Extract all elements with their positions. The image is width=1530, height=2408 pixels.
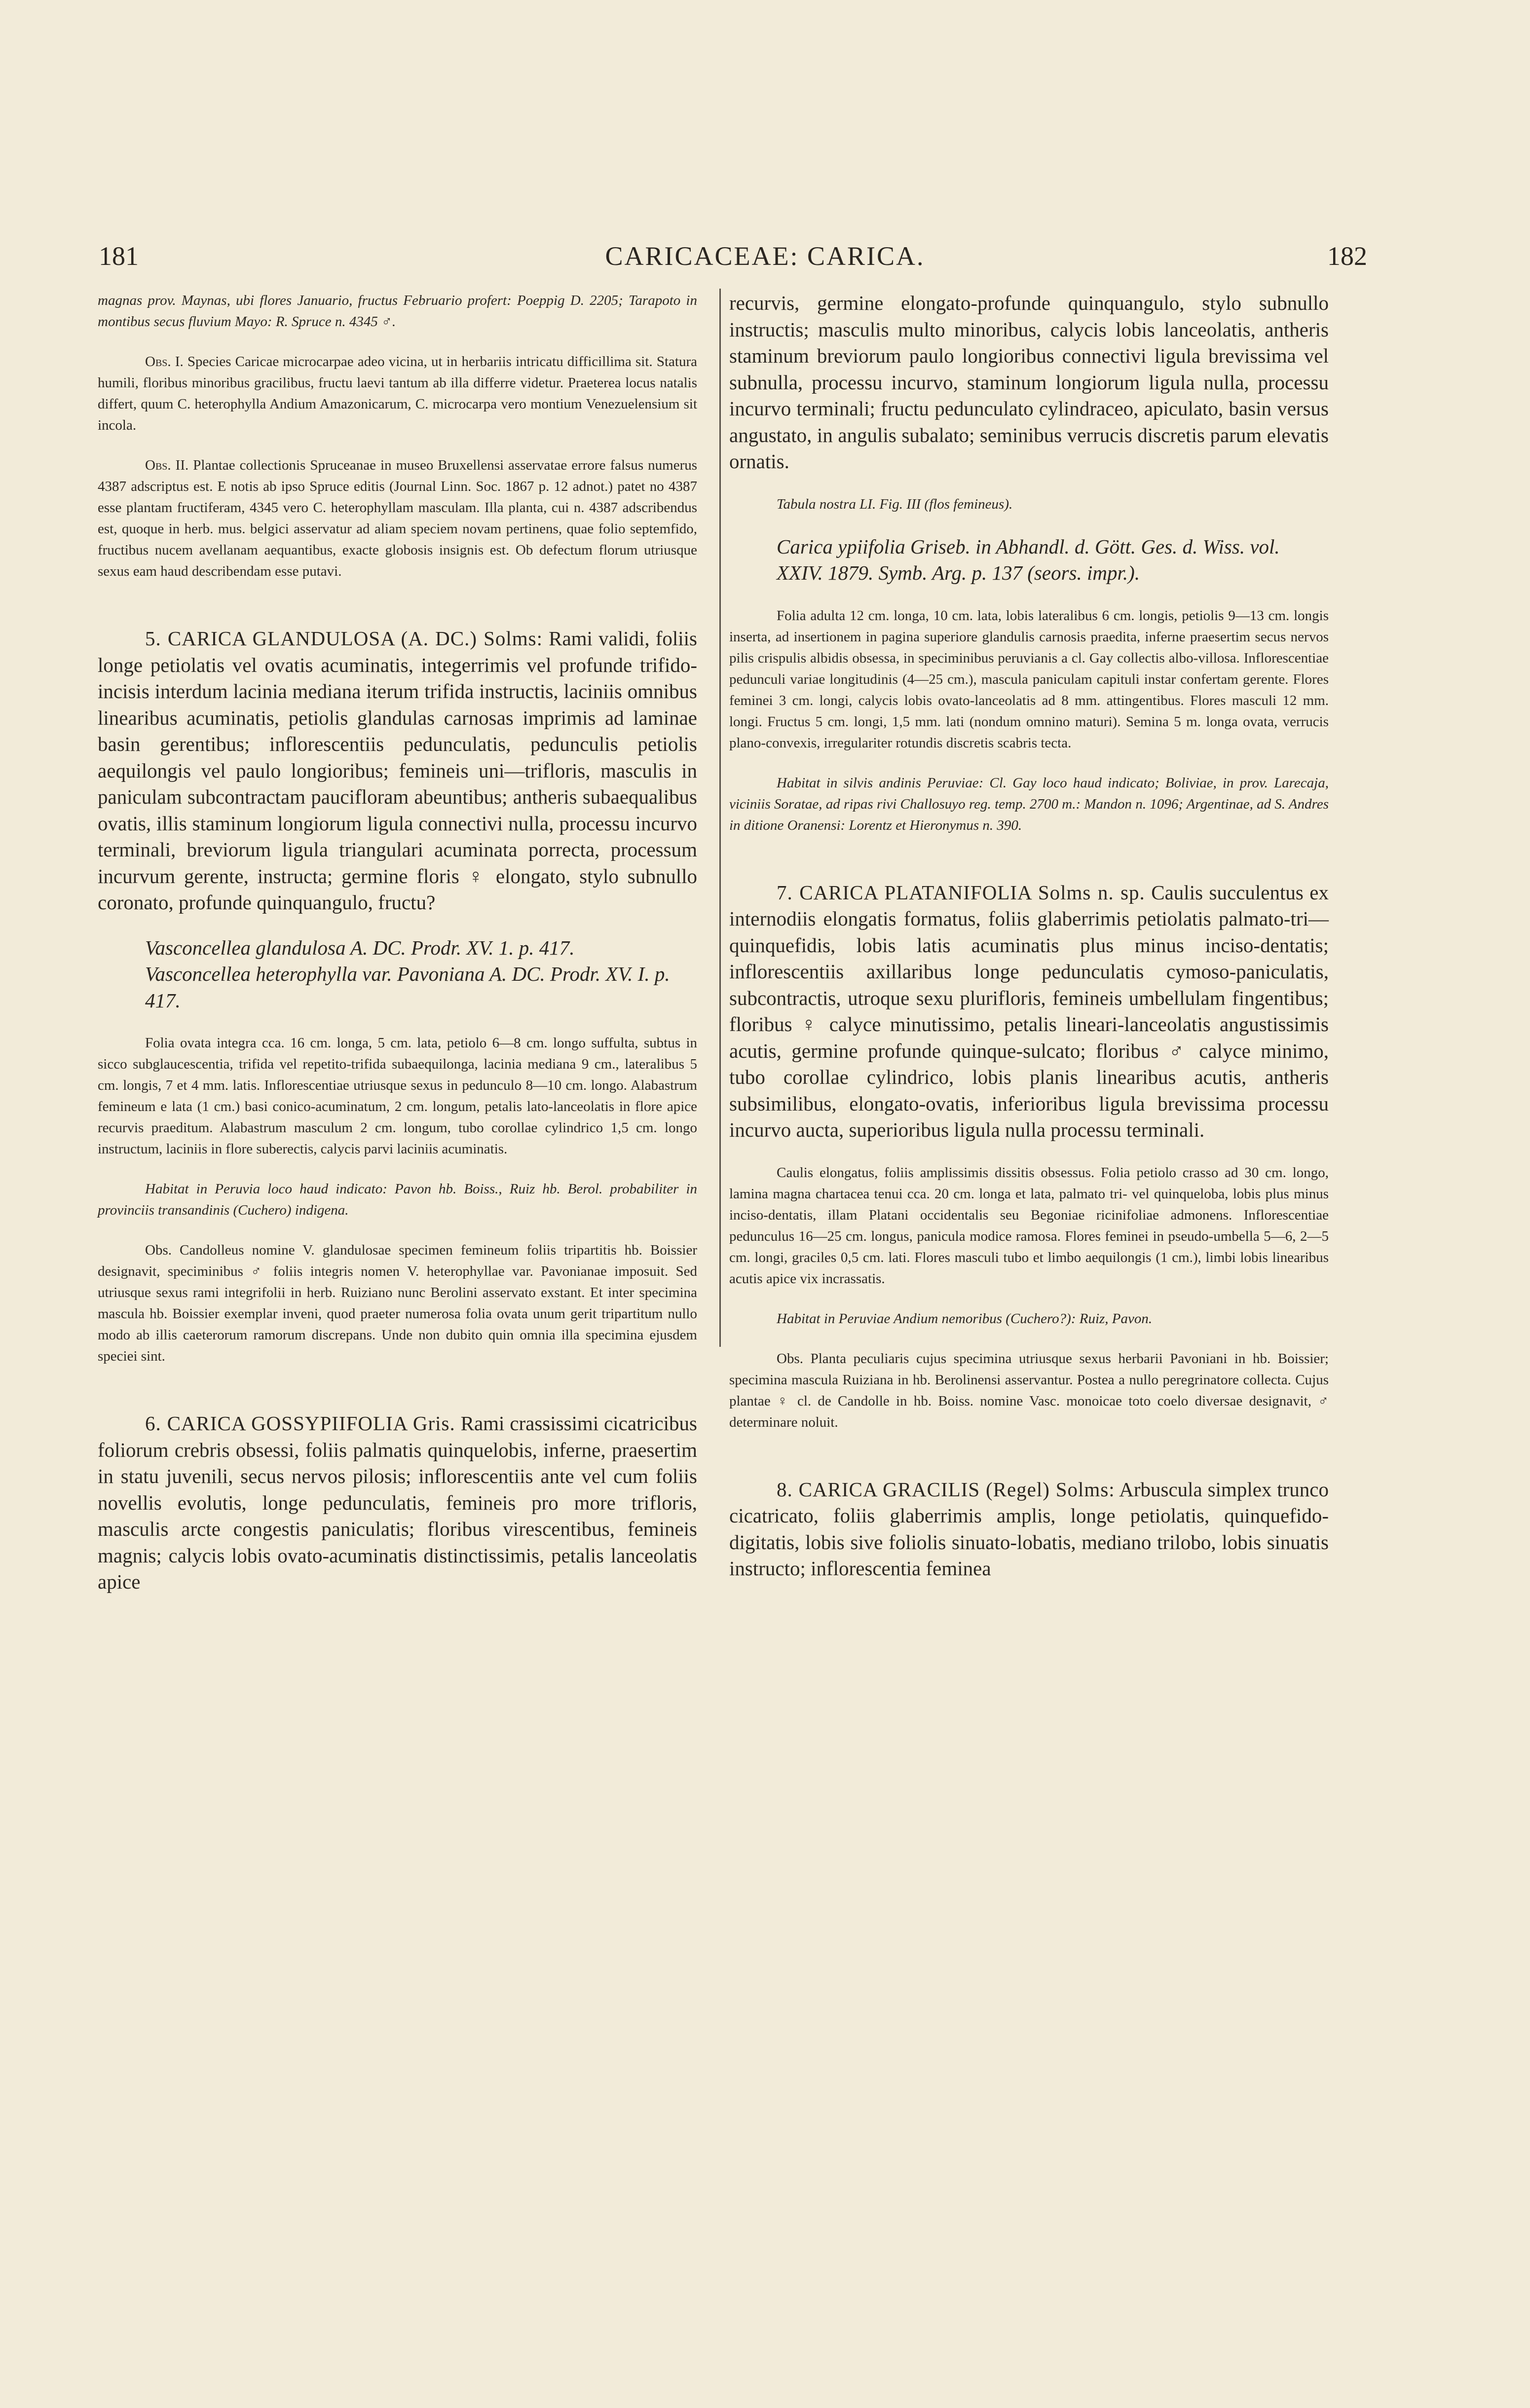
species-6-diagnosis bbox=[98, 1410, 697, 1595]
column-divider bbox=[719, 289, 721, 1347]
species-6-habitat: Habitat in silvis andinis Peruviae: Cl. Gay loco haud indicato; Boliviae, in prov. Larecaja, viciniis Soratae, ad ripas rivi Challosuyo reg. temp. 2700 m.: Mandon n. 1096; Argentinae, ad S. Andres in ditione Oranensi: Lorentz et Hieronymus n. 390. bbox=[729, 775, 1329, 833]
synonym: Carica ypiifolia Griseb. in Abhandl. d. Gött. Ges. d. Wiss. vol. XXIV. 1879. Symb. Arg. p. 137 (seors. impr.). bbox=[777, 535, 1280, 584]
species-5-observation: Obs. Candolleus nomine V. glandulosae specimen femineum foliis tripartitis hb. Boissier designavit, speciminibus ♂ foliis integris nomen V. heterophyllae var. Pavonianae imposuit. Sed utriusque sexus rami integrifolii in herb. Ruiziano nunc Berolini asservato exstant. Et inter specimina mascula hb. Boissier exemplar inveni, quod praeter numerosa folia ovata unum gerit tripartitum nullo modo ab illis caeterorum ramorum discrepans. Unde non dubito quin omnia illa specimina ejusdem speciei sint. bbox=[98, 1242, 697, 1364]
obs-text: Species Caricae microcarpae adeo vicina, ut in herbariis intricatu difficillima sit. Statura humili, floribus minoribus gracilibus, fructu laevi tantum ab illa differre videtur. Praeterea locus natalis differt, quum C. heterophylla Andium Amazonicarum, C. microcarpa vero montium Venezuelensium sit incola. bbox=[98, 354, 697, 433]
obs-text: Plantae collectionis Spruceanae in museo Bruxellensi asservatae errore falsus numerus 4387 adscriptus est. E notis ab ipso Spruce editis (Journal Linn. Soc. 1867 p. 12 adnot.) patet no 4387 esse plantam fructiferam, 4345 vero C. heterophyllam masculam. Illa planta, cui n. 4387 adscribendus est, quoque in herb. mus. belgici asservatur ad aliam speciem novam pertinens, quae folio septemfido, fructibus nucem avellanam aequantibus, exacte globosis insignis est. Ob defectum florum utriusque sexus eam haud describendam esse putavi. bbox=[98, 457, 698, 579]
obs-label: Obs. I. bbox=[145, 354, 184, 370]
paragraph-continuation: magnas prov. Maynas, ubi flores Januario, fructus Februario profert: Poeppig D. 2205; Tarapoto in montibus secus fluvium Mayo: R. Spruce n. 4345 ♂. bbox=[98, 293, 697, 330]
species-5-description: Folia ovata integra cca. 16 cm. longa, 5 cm. lata, petiolo 6—8 cm. longo suffulta, subtus in sicco subglaucescentia, trifida vel repetito-trifida subaequilonga, lacinia mediana 9 cm., lateralibus 5 cm. longis, 7 et 4 mm. latis. Inflorescentiae utriusque sexus in pedunculo 8—10 cm. longo. Alabastrum femineum e lata (1 cm.) basi conico-acuminatum, 2 cm. longum, petalis lato-lanceolatis in flore apice recurvis praeditum. Alabastrum masculum 2 cm. longum, tubo corollae cylindrico 1,5 cm. longo instructum, laciniis in flore suberectis, calycis parvi laciniis acuminatis. bbox=[98, 1035, 697, 1157]
species-5-heading: 5. CARICA GLANDULOSA (A. DC.) Solms: bbox=[145, 627, 543, 650]
species-7-heading: 7. CARICA PLATANIFOLIA Solms n. sp. bbox=[777, 881, 1145, 904]
species-6-text: Rami crassissimi cicatricibus foliorum crebris obsessi, foliis palmatis quinquelobis, inferne, praesertim in statu juvenili, secus nervos pilosis; inflorescentiis ante vel cum foliis novellis evolutis, longe pedunculatis, femineis pro more trifloris, masculis arcte congestis paniculatis; floribus virescentibus, femineis magnis; calycis lobis ovato-acuminatis distinctissimis, petalis lanceolatis apice bbox=[98, 1412, 698, 1593]
observation-1 bbox=[98, 351, 697, 436]
species-5-habitat: Habitat in Peruvia loco haud indicato: Pavon hb. Boiss., Ruiz hb. Berol. probabiliter in provinciis transandinis (Cuchero) indigena. bbox=[98, 1181, 697, 1218]
running-header bbox=[0, 241, 1530, 275]
species-8-heading: 8. CARICA GRACILIS (Regel) Solms: bbox=[777, 1478, 1115, 1501]
page-number-left: 181 bbox=[99, 241, 139, 271]
obs-label: Obs. II. bbox=[145, 457, 189, 473]
species-6-description: Folia adulta 12 cm. longa, 10 cm. lata, lobis lateralibus 6 cm. longis, petiolis 9—13 cm. longis inserta, ad insertionem in pagina superiore glandulis carnosis praedita, inferne praesertim secus nervos pilis crispulis albidis obsessa, in speciminibus peruvianis a cl. Gay collectis albo-villosa. Inflorescentiae pedunculi variae longitudinis (4—25 cm.), mascula paniculam capituli instar confertam gerente. Flores feminei 3 cm. longi, calycis lobis ovato-lanceolatis ad 8 mm. attingentibus. Flores masculi 12 mm. longi. Fructus 5 cm. longi, 1,5 mm. lati (nondum omnino maturi). Semina 5 m. longa ovata, verrucis plano-convexis, irregulariter rotundis discretis scabris tecta. bbox=[729, 607, 1329, 751]
species-8-text: Arbuscula simplex trunco cicatricato, foliis glaberrimis amplis, longe petiolatis, quinquefido-digitatis, lobis sive foliolis sinuato-lobatis, mediano trilobo, lobis sinuatis instructo; inflorescentia feminea bbox=[729, 1478, 1329, 1580]
species-5-text: Rami validi, foliis longe petiolatis vel ovatis acuminatis, integerrimis vel profunde trifido-incisis interdum lacinia mediana iterum trifida instructis, laciniis omnibus linearibus acuminatis, petiolis glandulas carnosas imprimis ad laminae basin gerentibus; inflorescentiis pedunculatis, pedunculis petiolis aequilongis vel paulo longioribus; femineis uni—trifloris, masculis in paniculam subcontractam paucifloram abeuntibus; antheris subaequalibus ovatis, illis staminum longiorum ligula connectivi nulla, processu incurvo terminali, breviorum ligula triangulari acuminata porrecta, processum incurvum gerente, instructa; germine floris ♀ elongato, stylo subnullo coronato, profunde quinquangulo, fructu? bbox=[98, 627, 698, 914]
species-7-description: Caulis elongatus, foliis amplissimis dissitis obsessus. Folia petiolo crasso ad 30 cm. longo, lamina magna chartacea tenui cca. 20 cm. longa et lata, palmato tri- vel quinqueloba, lobis plus minus inciso-dentatis, illam Platani occidentalis seu Begoniae ricinifoliae admonens. Inflorescentiae pedunculus 16—25 cm. longus, panicula modice ramosa. Flores feminei in pseudo-umbella 5—6, 2—5 cm. longi, graciles 0,5 cm. lati. Flores masculi tubo et limbo aequilongis (1 cm.), limbi lobis linearibus acutis apice vix incrassatis. bbox=[729, 1164, 1329, 1287]
species-7-observation: Obs. Planta peculiaris cujus specimina utriusque sexus herbarii Pavoniani in hb. Boissier; specimina mascula Ruiziana in hb. Berolinensi asservantur. Postea a nullo peregrinatore collecta. Cujus plantae ♀ cl. de Candolle in hb. Boiss. nomine Vasc. monoicae toto coelo diversae designavit, ♂ determinare noluit. bbox=[729, 1350, 1329, 1430]
species-7-habitat: Habitat in Peruviae Andium nemoribus (Cuchero?): Ruiz, Pavon. bbox=[777, 1310, 1153, 1327]
species-6-continuation: recurvis, germine elongato-profunde quinquangulo, stylo subnullo instructis; masculis multo minoribus, calycis lobis lanceolatis, antheris staminum breviorum paulo longioribus connectivi ligula brevissima vel subnulla, processu incurvo, staminum longiorum ligula nulla, processu incurvo terminali; fructu pedunculato cylindraceo, apiculato, basin versus angustato, in angulis subalato; seminibus verrucis discretis parum elevatis ornatis. bbox=[729, 292, 1329, 473]
synonym: Vasconcellea heterophylla var. Pavoniana A. DC. Prodr. XV. I. p. 417. bbox=[145, 963, 670, 1012]
synonym: Vasconcellea glandulosa A. DC. Prodr. XV. 1. p. 417. bbox=[145, 936, 575, 959]
left-column bbox=[98, 290, 697, 1595]
page-number-right: 182 bbox=[1327, 241, 1367, 271]
plate-reference: Tabula nostra LI. Fig. III (flos femineus). bbox=[777, 496, 1013, 512]
species-7-diagnosis bbox=[729, 880, 1329, 1144]
species-8-diagnosis bbox=[729, 1477, 1329, 1582]
species-6-heading: 6. CARICA GOSSYPIIFOLIA Gris. bbox=[145, 1412, 455, 1435]
observation-2 bbox=[98, 455, 697, 582]
species-7-text: Caulis succulentus ex internodiis elongatis formatus, foliis glaberrimis petiolatis palmato-tri—quinquefidis, lobis latis acuminatis plus minus inciso-dentatis; inflorescentiis axillaribus longe pedunculatis cymoso-paniculatis, subcontractis, utroque sexu plurifloris, femineis umbellulam fingentibus; floribus ♀ calyce minutissimo, petalis lineari-lanceolatis angustissimis acutis, germine profunde quinque-sulcato; floribus ♂ calyce minimo, tubo corollae cylindrico, lobis planis linearibus acutis, antheris subsimilibus, elongato-ovatis, inferioribus ligula brevissima processu incurvo aucta, superioribus ligula nulla processu terminali. bbox=[729, 881, 1329, 1141]
running-title: CARICACEAE: CARICA. bbox=[605, 241, 925, 271]
species-5-diagnosis bbox=[98, 626, 697, 916]
right-column bbox=[729, 290, 1329, 1582]
